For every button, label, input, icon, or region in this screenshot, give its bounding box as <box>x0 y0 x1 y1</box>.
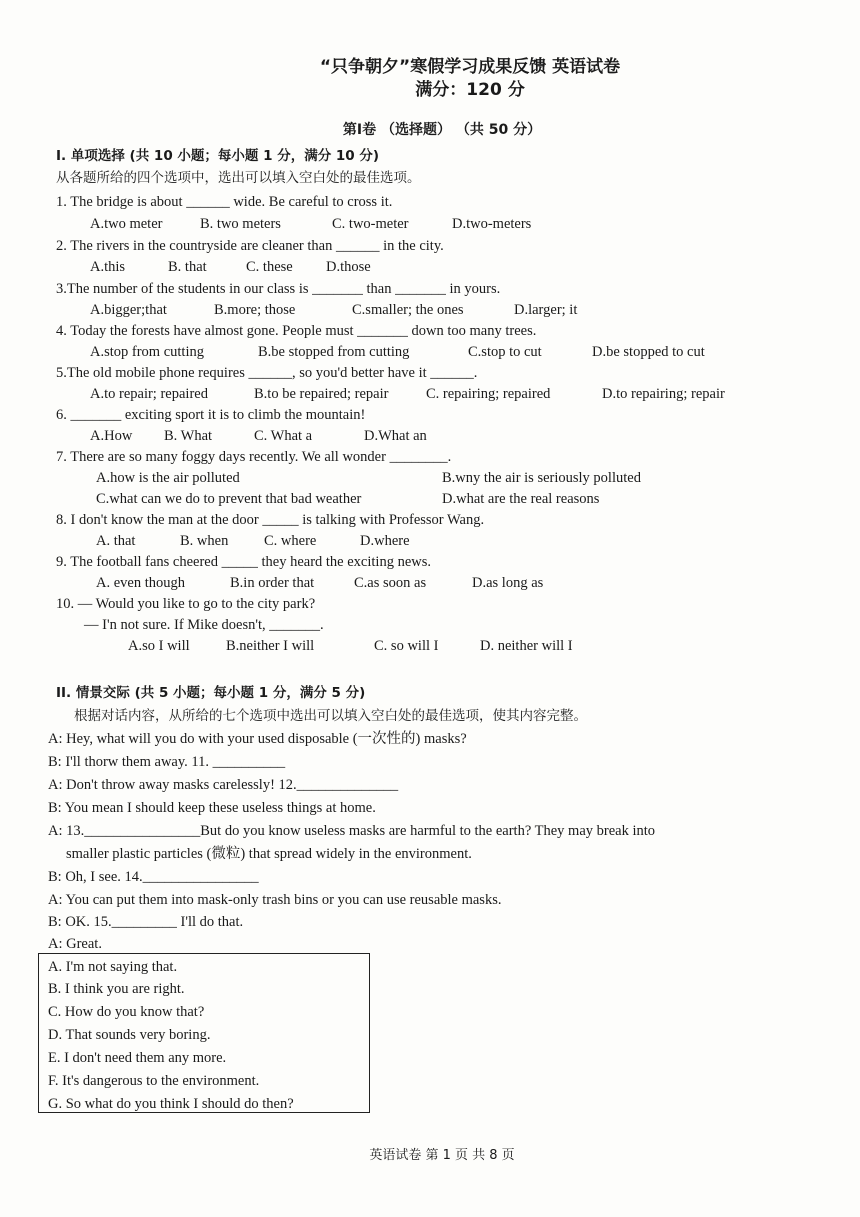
option-c: C. these <box>246 259 293 275</box>
dialogue-line: smaller plastic particles (微粒) that spread widely in the environment. <box>66 846 472 862</box>
option-d: D. neither will I <box>480 638 573 654</box>
dialogue-line: A: 13.________________But do you know useless masks are harmful to the earth? They may break into <box>48 823 656 839</box>
option-d: D.where <box>360 533 410 549</box>
choice-f: F. It's dangerous to the environment. <box>48 1073 260 1089</box>
choice-a: A. I'm not saying that. <box>48 959 178 975</box>
question-10-stem-reply: — I'n not sure. If Mike doesn't, _______. <box>84 617 324 633</box>
dialogue-line: A: Great. <box>48 936 102 952</box>
question-1-stem: 1. The bridge is about ______ wide. Be careful to cross it. <box>56 194 393 210</box>
option-a: A. even though <box>96 575 185 591</box>
question-7-stem: 7. There are so many foggy days recently. We all wonder ________. <box>56 449 452 465</box>
choice-d: D. That sounds very boring. <box>48 1027 211 1043</box>
option-c: C. where <box>264 533 317 549</box>
option-d: D.two-meters <box>452 216 532 232</box>
question-8-stem: 8. I don't know the man at the door _____ is talking with Professor Wang. <box>56 512 485 528</box>
option-a: A.to repair; repaired <box>90 386 208 402</box>
option-b: B. that <box>168 259 207 275</box>
part2-instruction: 根据对话内容，从所给的七个选项中选出可以填入空白处的最佳选项，使其内容完整。 <box>74 708 587 724</box>
question-2-stem: 2. The rivers in the countryside are cleaner than ______ in the city. <box>56 238 444 254</box>
option-b: B.wny the air is seriously polluted <box>442 470 641 486</box>
question-6-stem: 6. _______ exciting sport it is to climb the mountain! <box>56 407 366 423</box>
option-c: C.what can we do to prevent that bad weather <box>96 491 362 507</box>
option-c: C.stop to cut <box>468 344 542 360</box>
dialogue-line: A: Hey, what will you do with your used disposable (一次性的) masks? <box>48 731 467 747</box>
exam-title: “只争朝夕”寒假学习成果反馈 英语试卷 <box>319 57 621 77</box>
option-d: D.to repairing; repair <box>602 386 725 402</box>
option-b: B.more; those <box>214 302 296 318</box>
option-c: C.as soon as <box>354 575 427 591</box>
page-footer: 英语试卷 第 1 页 共 8 页 <box>369 1148 515 1163</box>
option-c: C.smaller; the ones <box>352 302 464 318</box>
option-d: D.What an <box>364 428 427 444</box>
question-5-stem: 5.The old mobile phone requires ______, so you'd better have it ______. <box>56 365 478 381</box>
option-b: B.neither I will <box>226 638 315 654</box>
dialogue-line: B: OK. 15._________ I'll do that. <box>48 914 244 930</box>
dialogue-line: B: Oh, I see. 14.________________ <box>48 869 259 885</box>
option-b: B.to be repaired; repair <box>254 386 389 402</box>
part1-heading: I. 单项选择 (共 10 小题；每小题 1 分，满分 10 分) <box>56 148 380 164</box>
choice-b: B. I think you are right. <box>48 981 185 997</box>
exam-total-score: 满分：120 分 <box>415 80 525 100</box>
dialogue-line: A: Don't throw away masks carelessly! 12.______________ <box>48 777 399 793</box>
dialogue-line: B: I'll thorw them away. 11. __________ <box>48 754 286 770</box>
option-a: A.stop from cutting <box>90 344 204 360</box>
question-9-stem: 9. The football fans cheered _____ they heard the exciting news. <box>56 554 431 570</box>
option-c: C. so will I <box>374 638 439 654</box>
option-d: D.those <box>326 259 371 275</box>
option-a: A.so I will <box>128 638 190 654</box>
option-b: B. What <box>164 428 213 444</box>
option-b: B.be stopped from cutting <box>258 344 410 360</box>
option-b: B.in order that <box>230 575 315 591</box>
option-b: B. two meters <box>200 216 281 232</box>
question-4-stem: 4. Today the forests have almost gone. People must _______ down too many trees. <box>56 323 537 339</box>
question-3-stem: 3.The number of the students in our class is _______ than _______ in yours. <box>56 281 501 297</box>
choice-g: G. So what do you think I should do then? <box>48 1096 294 1112</box>
option-a: A.How <box>90 428 133 444</box>
choice-e: E. I don't need them any more. <box>48 1050 227 1066</box>
option-c: C. repairing; repaired <box>426 386 551 402</box>
option-a: A.bigger;that <box>90 302 167 318</box>
option-c: C. What a <box>254 428 313 444</box>
option-b: B. when <box>180 533 229 549</box>
part1-instruction: 从各题所给的四个选项中，选出可以填入空白处的最佳选项。 <box>56 170 421 186</box>
volume-header: 第Ⅰ卷 （选择题） （共 50 分） <box>342 122 542 138</box>
dialogue-line: B: You mean I should keep these useless things at home. <box>48 800 376 816</box>
question-10-stem: 10. — Would you like to go to the city park? <box>56 596 316 612</box>
option-d: D.what are the real reasons <box>442 491 600 507</box>
part2-heading: II. 情景交际 (共 5 小题；每小题 1 分，满分 5 分) <box>56 685 366 701</box>
option-d: D.be stopped to cut <box>592 344 705 360</box>
option-d: D.larger; it <box>514 302 578 318</box>
option-a: A. that <box>96 533 136 549</box>
option-c: C. two-meter <box>332 216 409 232</box>
option-a: A.how is the air polluted <box>96 470 240 486</box>
option-d: D.as long as <box>472 575 544 591</box>
choice-c: C. How do you know that? <box>48 1004 205 1020</box>
option-a: A.two meter <box>90 216 163 232</box>
dialogue-line: A: You can put them into mask-only trash bins or you can use reusable masks. <box>48 892 502 908</box>
option-a: A.this <box>90 259 126 275</box>
